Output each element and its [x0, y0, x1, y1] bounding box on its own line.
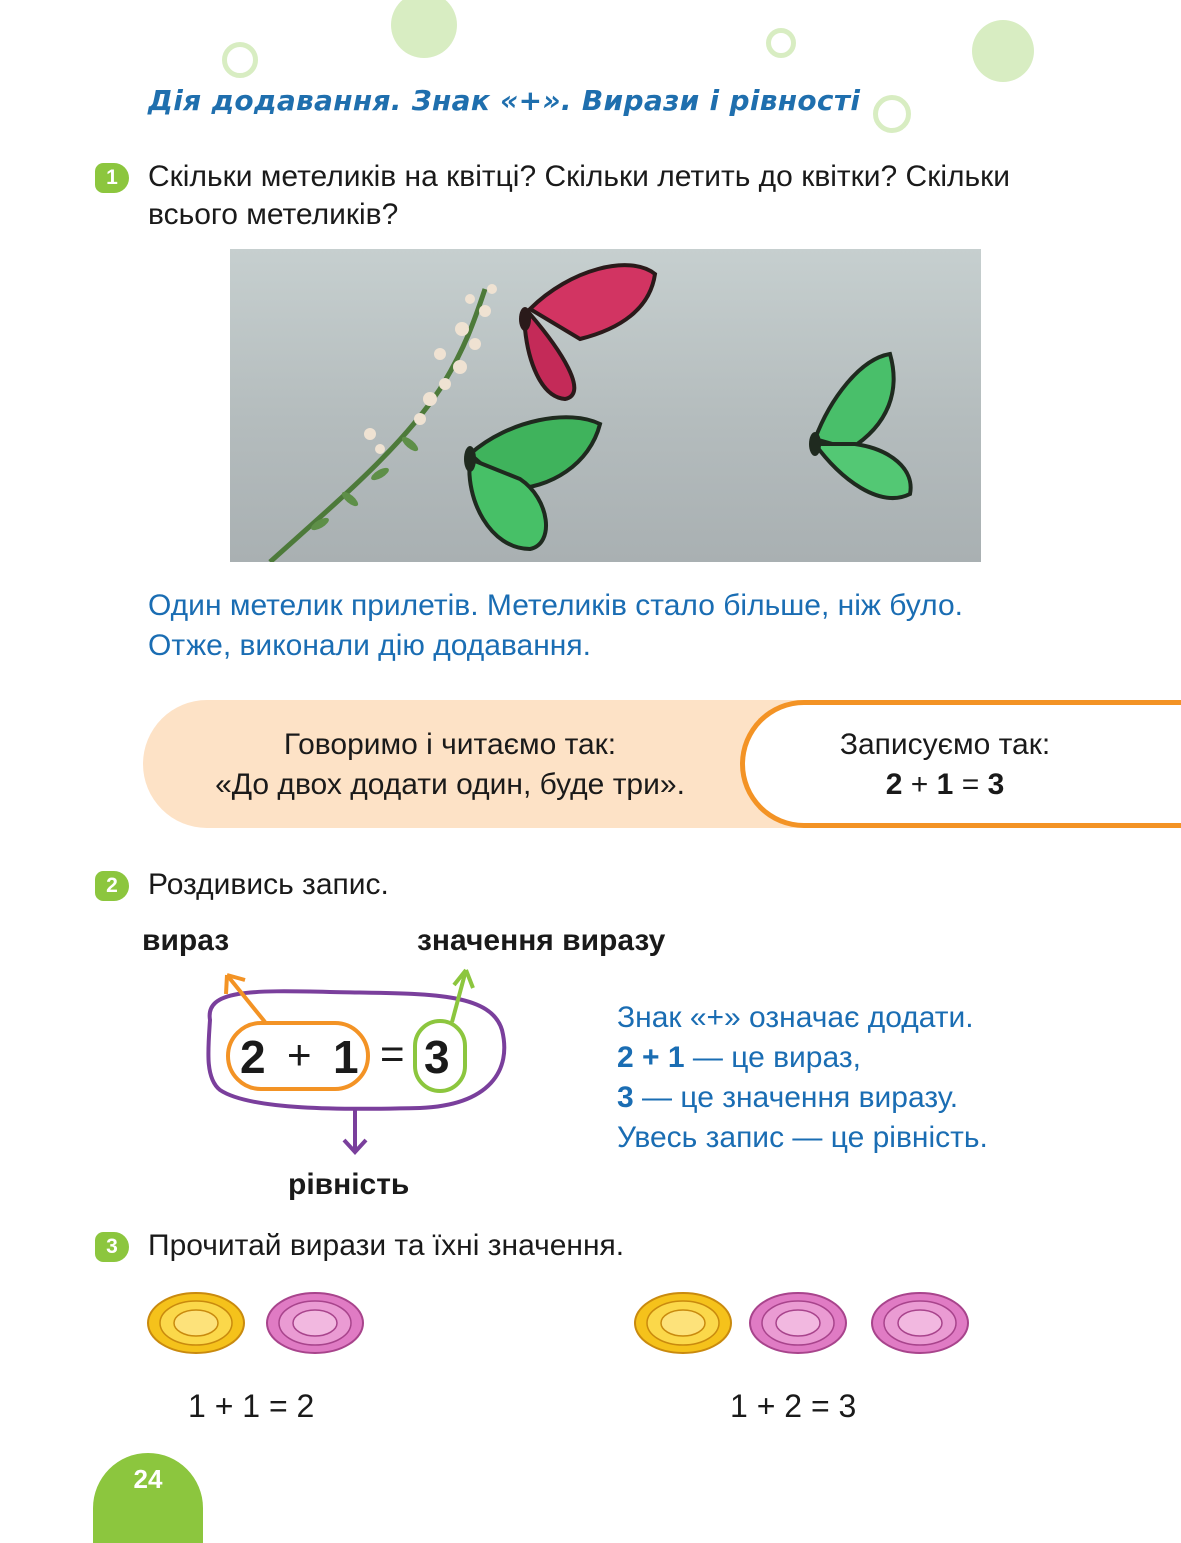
notes-line — [617, 1038, 988, 1078]
butterflies-photo — [230, 249, 981, 562]
decor-ring — [873, 95, 911, 133]
notes-line — [617, 1078, 988, 1118]
diagram-term-a: 2 — [240, 1031, 266, 1083]
page-number: 24 — [93, 1453, 203, 1543]
task-number-badge: 3 — [95, 1232, 129, 1262]
explanation-text — [148, 586, 963, 666]
notes-bold: 2 + 1 — [617, 1041, 685, 1074]
say-box-line: «До двох додати один, буде три». — [215, 768, 685, 801]
notes-line: Знак «+» означає додати. — [617, 1001, 974, 1034]
diagram-equals: = — [380, 1030, 405, 1077]
diagram-result: 3 — [424, 1031, 450, 1083]
say-box-line: Говоримо і читаємо так: — [283, 728, 617, 761]
write-box-line: Записуємо так: — [839, 728, 1051, 761]
task-number-badge: 2 — [95, 871, 129, 901]
notes-line: Увесь запис — це рівність. — [617, 1121, 988, 1154]
equals-sign: = — [961, 768, 980, 801]
decor-ring — [222, 42, 258, 78]
flower-group-2 — [628, 1285, 978, 1365]
plus-sign: + — [910, 768, 929, 801]
decor-circle — [972, 20, 1034, 82]
label-expression-value: значення виразу — [417, 924, 666, 957]
notes-text — [617, 998, 988, 1158]
diagram-plus: + — [287, 1031, 312, 1078]
lesson-title: Дія додавання. Знак «+». Вирази і рівності — [148, 84, 861, 117]
pink-flower — [267, 1293, 363, 1353]
task-number-badge: 1 — [95, 163, 129, 193]
label-expression: вираз — [142, 924, 230, 957]
diagram-term-b: 1 — [333, 1031, 359, 1083]
task-1-line: всього метеликів? — [148, 198, 399, 231]
notes-bold: 3 — [617, 1081, 634, 1114]
decor-circle — [391, 0, 457, 58]
task-1-text — [148, 158, 1010, 234]
pink-flower — [872, 1293, 968, 1353]
notes-rest: — це вираз, — [684, 1041, 861, 1074]
flower-equation-2: 1 + 2 = 3 — [730, 1388, 857, 1424]
butterflies-illustration — [230, 249, 981, 562]
yellow-flower — [635, 1293, 731, 1353]
flower-equation-1: 1 + 1 = 2 — [188, 1388, 315, 1424]
label-equality: рівність — [288, 1168, 410, 1201]
equation-term: 2 — [885, 768, 903, 801]
equation-result: 3 — [987, 768, 1005, 801]
explanation-line: Один метелик прилетів. Метеликів стало більше, ніж було. — [148, 589, 964, 622]
pink-flower — [750, 1293, 846, 1353]
explanation-line: Отже, виконали дію додавання. — [148, 629, 591, 662]
task-2-text: Роздивись запис. — [148, 868, 389, 901]
task-1-line: Скільки метеликів на квітці? Скільки летить до квітки? Скільки — [148, 160, 1011, 193]
notes-rest: — це значення виразу. — [633, 1081, 959, 1114]
write-box-text — [790, 725, 1100, 805]
flower-group-1 — [140, 1285, 400, 1365]
say-box-text — [170, 725, 730, 805]
write-box-equation — [790, 765, 1100, 805]
yellow-flower — [148, 1293, 244, 1353]
equation-term: 1 — [936, 768, 954, 801]
decor-ring — [766, 28, 796, 58]
task-3-text: Прочитай вирази та їхні значення. — [148, 1229, 625, 1262]
